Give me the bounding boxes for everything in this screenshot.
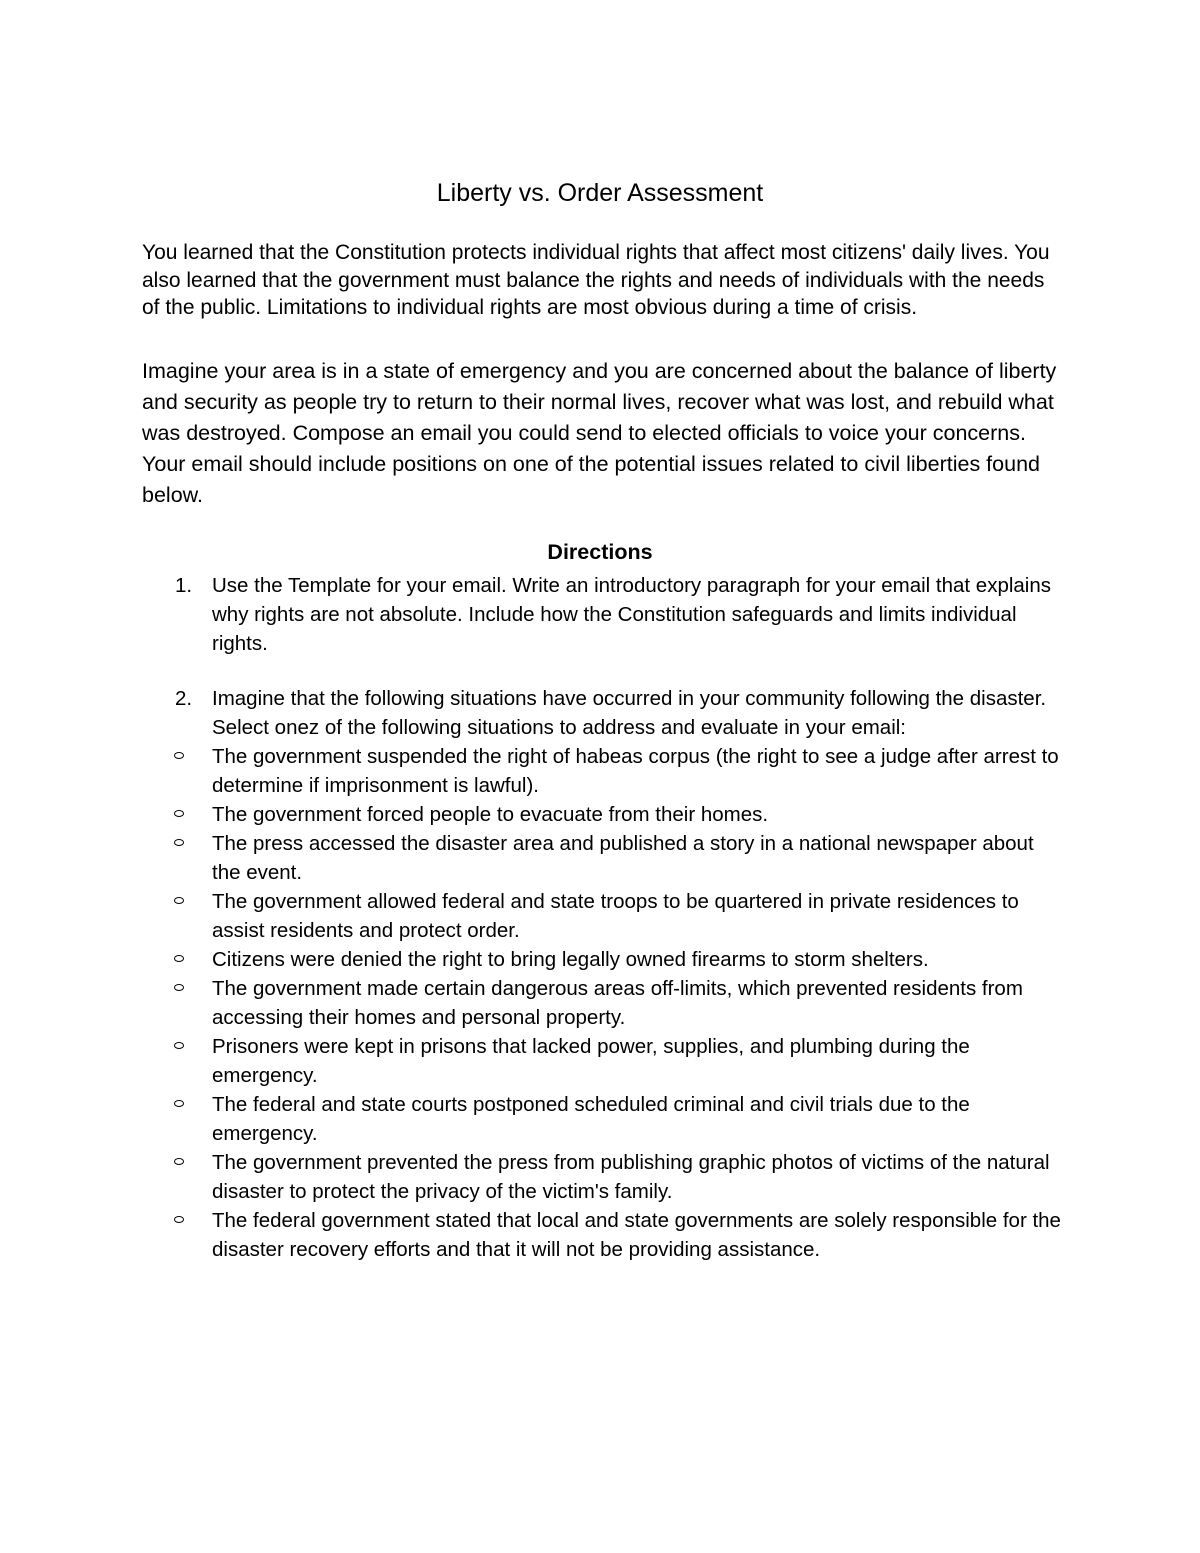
hollow-bullet-icon xyxy=(174,810,184,817)
situation-text: The federal and state courts postponed scheduled criminal and civil trials due to the emergency. xyxy=(212,1093,970,1145)
situation-text: The government suspended the right of habeas corpus (the right to see a judge after arrest to determine if imprisonment is lawful). xyxy=(212,745,1059,797)
hollow-bullet-icon xyxy=(174,839,184,846)
situation-item xyxy=(141,1206,1067,1264)
situation-item xyxy=(141,945,1067,974)
situation-text: The government prevented the press from publishing graphic photos of victims of the natural disaster to protect the privacy of the victim's family. xyxy=(212,1151,1050,1203)
hollow-bullet-icon xyxy=(174,752,184,759)
hollow-bullet-icon xyxy=(174,984,184,991)
hollow-bullet-icon xyxy=(174,897,184,904)
intro-paragraph: You learned that the Constitution protects individual rights that affect most citizens' daily lives. You also learned that the government must balance the rights and needs of individuals with the needs of the public. Limitations to individual rights are most obvious during a time of crisis. xyxy=(142,241,1050,319)
directions-list xyxy=(142,571,1067,1264)
directions-heading: Directions xyxy=(547,540,653,564)
direction-text: Imagine that the following situations have occurred in your community following the disaster. Select onez of the following situations to address and evaluate in your email: xyxy=(212,687,1047,739)
hollow-bullet-icon xyxy=(174,955,184,962)
situation-text: The press accessed the disaster area and published a story in a national newspaper about the event. xyxy=(212,832,1034,884)
hollow-bullet-icon xyxy=(174,1158,184,1165)
direction-item-2 xyxy=(142,684,1067,1264)
situation-item xyxy=(141,829,1067,887)
direction-item-1 xyxy=(142,571,1067,658)
situation-text: The government made certain dangerous areas off-limits, which prevented residents from accessing their homes and personal property. xyxy=(212,977,1023,1029)
direction-text: Use the Template for your email. Write an introductory paragraph for your email that explains why rights are not absolute. Include how the Constitution safeguards and limits individual rights. xyxy=(212,574,1052,655)
situation-text: The government allowed federal and state troops to be quartered in private residences to assist residents and protect order. xyxy=(212,890,1019,942)
situation-item xyxy=(141,1032,1067,1090)
situation-text: The government forced people to evacuate from their homes. xyxy=(212,803,769,826)
hollow-bullet-icon xyxy=(174,1216,184,1223)
situation-text: Prisoners were kept in prisons that lacked power, supplies, and plumbing during the emergency. xyxy=(212,1035,970,1087)
situation-item xyxy=(141,974,1067,1032)
hollow-bullet-icon xyxy=(174,1100,184,1107)
scenario-paragraph: Imagine your area is in a state of emergency and you are concerned about the balance of liberty and security as people try to return to their normal lives, recover what was lost, and rebuild what was destroyed. Compose an email you could send to elected officials to voice your concerns. Your email should include positions on one of the potential issues related to civil liberties found below. xyxy=(142,359,1057,507)
situation-text: Citizens were denied the right to bring legally owned firearms to storm shelters. xyxy=(212,948,929,971)
direction-number: 2. xyxy=(175,687,193,710)
hollow-bullet-icon xyxy=(174,1042,184,1049)
situation-item xyxy=(141,1148,1067,1206)
situations-list xyxy=(212,742,1067,1264)
situation-item xyxy=(141,1090,1067,1148)
situation-item xyxy=(141,742,1067,800)
situation-text: The federal government stated that local and state governments are solely responsible for the disaster recovery efforts and that it will not be providing assistance. xyxy=(212,1209,1061,1261)
situation-item xyxy=(141,887,1067,945)
situation-item xyxy=(141,800,1067,829)
page-title: Liberty vs. Order Assessment xyxy=(436,179,764,207)
direction-number: 1. xyxy=(175,574,193,597)
